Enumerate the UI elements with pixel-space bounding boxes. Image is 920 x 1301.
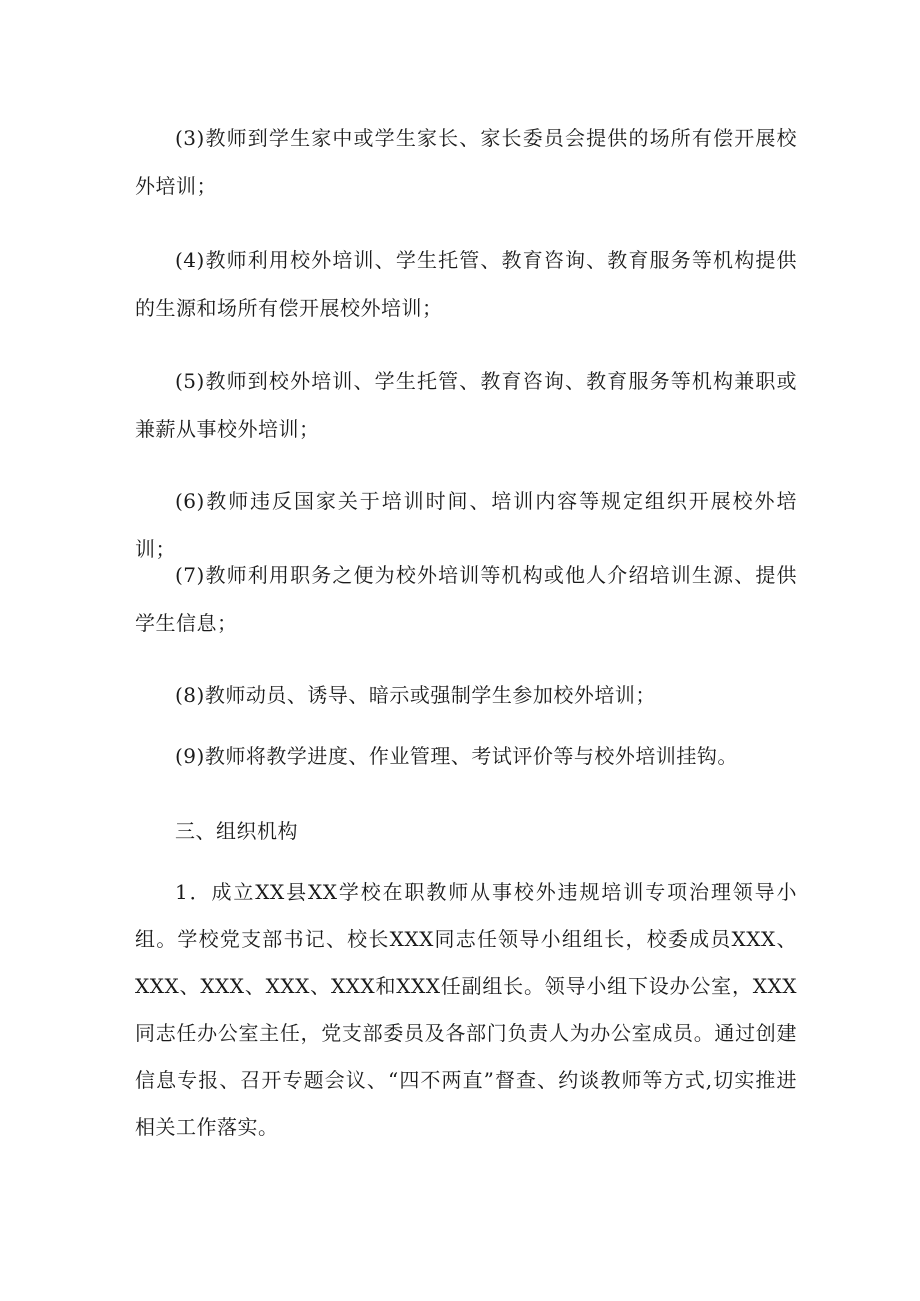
paragraph-item-6: (6)教师违反国家关于培训时间、培训内容等规定组织开展校外培训；: [135, 489, 797, 561]
paragraph-item-9: (9)教师将教学进度、作业管理、考试评价等与校外培训挂钩。: [175, 744, 738, 768]
paragraph-item-5: (5)教师到校外培训、学生托管、教育咨询、教育服务等机构兼职或兼薪从事校外培训；: [135, 369, 797, 441]
paragraph-item-8: (8)教师动员、诱导、暗示或强制学生参加校外培训；: [175, 683, 656, 707]
paragraph-item-7: (7)教师利用职务之便为校外培训等机构或他人介绍培训生源、提供学生信息；: [135, 563, 797, 635]
paragraph-organization: 1．成立XX县XX学校在职教师从事校外违规培训专项治理领导小组。学校党支部书记、校长XXX同志任领导小组组长，校委成员XXX、XXX、XXX、XXX、XXX和XXX任副组长。领导小组下设办公室，XXX同志任办公室主任，党支部委员及各部门负责人为办公室成员。通过创建信息专报、召开专题会议、“四不两直”督查、约谈教师等方式,切实推进相关工作落实。: [135, 880, 797, 1139]
paragraph-item-3: (3)教师到学生家中或学生家长、家长委员会提供的场所有偿开展校外培训；: [135, 126, 797, 198]
section-heading: 三、组织机构: [175, 819, 298, 843]
paragraph-item-4: (4)教师利用校外培训、学生托管、教育咨询、教育服务等机构提供的生源和场所有偿开展校外培训；: [135, 248, 797, 320]
